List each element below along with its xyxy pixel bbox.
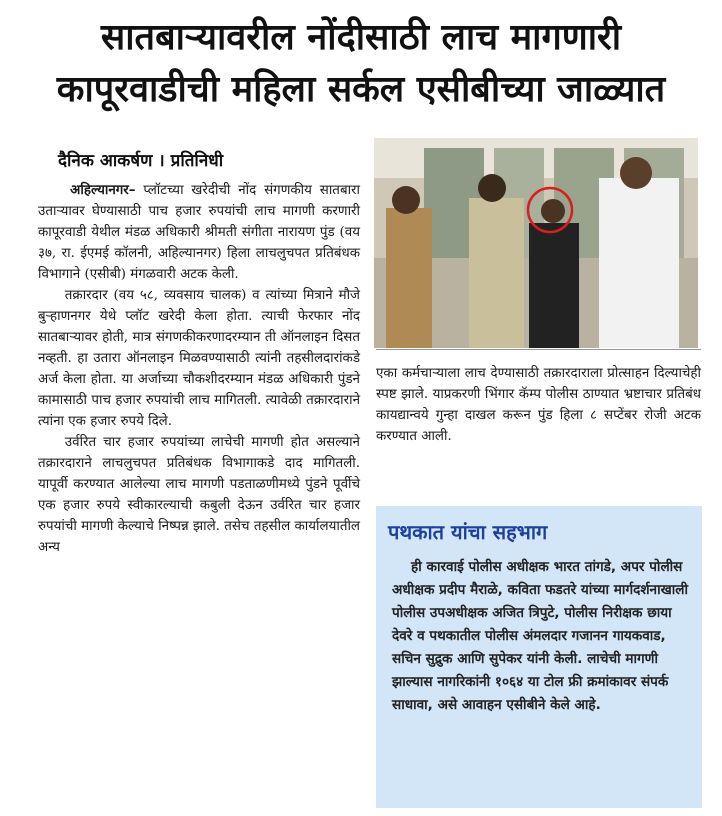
news-photo-illustration: [374, 138, 698, 348]
article-paragraph-2: तक्रारदार (वय ५८, व्यवसाय चालक) व त्यांच्या मित्राने मौजे बुऱ्हाणनगर येथे प्लॉट खरेदी केला होता. त्याची फेरफार नोंद सातबाऱ्यावर होती, मात्र संगणकीकरणादरम्यान ती ऑनलाइन दिसत नव्हती. हा उतारा ऑनलाइन मिळवण्यासाठी त्यांनी तहसीलदारांकडे अर्ज केला होता. या अर्जाच्या चौकशीदरम्यान मंडळ अधिकारी पुंडने कामासाठी पाच हजार रुपयांची लाच मागितली. त्यावेळी तक्रारदाराने त्यांना एक हजार रुपये दिले.: [38, 288, 360, 429]
article-paragraph-1-text: प्लॉटच्या खरेदीची नोंद संगणकीय सातबारा उताऱ्यावर घेण्यासाठी पाच हजार रुपयांची लाच मागणी करणारी कापूरवाडी येथील मंडळ अधिकारी श्रीमती संगीता नारायण पुंड (वय ३७, रा. ईएमई कॉलनी, अहिल्यानगर) हिला लाचलुचपत प्रतिबंधक विभागाने (एसीबी) मंगळवारी अटक केली.: [38, 183, 360, 282]
headline-line-2: कापूरवाडीची महिला सर्कल एसीबीच्या जाळ्यात: [56, 69, 666, 110]
article-column-right: [376, 363, 701, 447]
dateline: अहिल्यानगर–: [70, 183, 136, 198]
article-paragraph-4: एका कर्मचाऱ्याला लाच देण्यासाठी तक्रारदाराला प्रोत्साहन दिल्याचेही स्पष्ट झाले. याप्रकरणी भिंगार कॅम्प पोलीस ठाण्यात भ्रष्टाचार प्रतिबंध कायद्यान्वये गुन्हा दाखल करून पुंड हिला ८ सप्टेंबर रोजी अटक करण्यात आली.: [376, 366, 701, 444]
sidebar-paragraph: ही कारवाई पोलीस अधीक्षक भारत तांगडे, अपर पोलीस अधीक्षक प्रदीप मैराळे, कविता फडतरे यांच्या मार्गदर्शनाखाली पोलीस उपअधीक्षक अजित त्रिपुटे, पोलीस निरीक्षक छाया देवरे व पथकातील पोलीस अंमलदार गजानन गायकवाड, सचिन सुद्रुक आणि सुपेकर यांनी केली. लाचेची मागणी झाल्यास नागरिकांनी १०६४ या टोल फ्री क्रमांकावर संपर्क साधावा, असे आवाहन एसीबीने केले आहे.: [392, 559, 688, 713]
sidebar-title: पथकात यांचा सहभाग: [388, 520, 548, 544]
headline: [0, 12, 722, 116]
article-column-left: [38, 180, 360, 558]
byline: दैनिक आकर्षण । प्रतिनिधी: [58, 151, 224, 171]
photo-divider: [376, 349, 701, 350]
article-paragraph-3: उर्वरित चार हजार रुपयांच्या लाचेची मागणी होत असल्याने तक्रारदाराने लाचलुचपत प्रतिबंधक विभागाकडे दाद मागितली. यापूर्वी करण्यात आलेल्या लाच मागणी पडताळणीमध्ये पुंडने पूर्वीचे एक हजार रुपये स्वीकारल्याची कबुली देऊन उर्वरित चार हजार रुपयांची मागणी केल्याचे निष्पन्न झाले. तसेच तहसील कार्यालयातील अन्य: [38, 435, 360, 555]
sidebar-body: [392, 556, 690, 717]
news-photo: [374, 138, 698, 348]
sidebar-box: [376, 506, 702, 808]
article-paragraph-1: [38, 180, 360, 285]
headline-line-1: सातबाऱ्यावरील नोंदीसाठी लाच मागणारी: [100, 17, 622, 58]
